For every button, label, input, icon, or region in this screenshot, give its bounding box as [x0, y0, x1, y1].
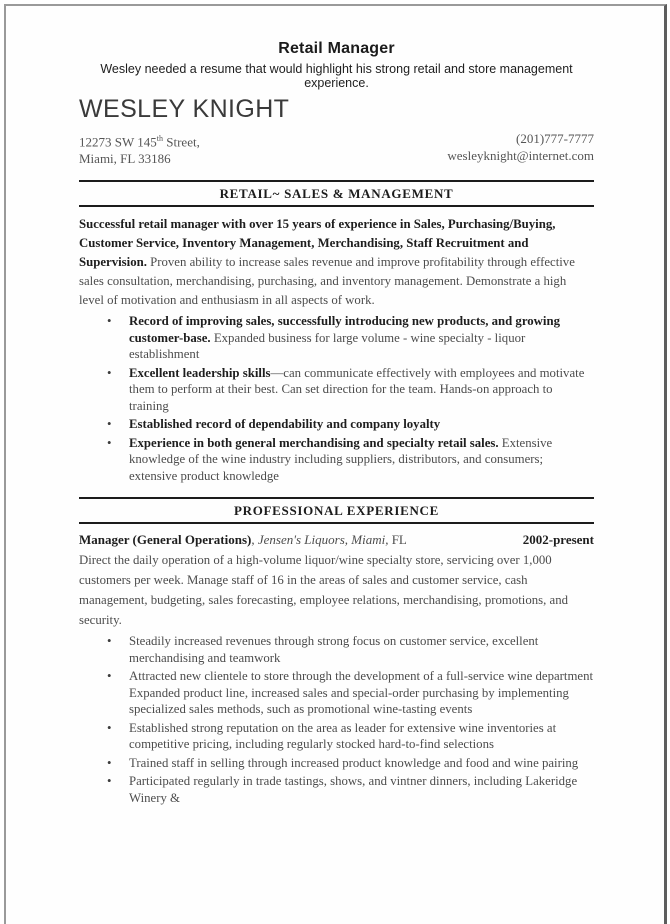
bullet-icon: • — [107, 314, 112, 329]
section-heading-retail-sales-management: RETAIL~ SALES & MANAGEMENT — [79, 180, 594, 207]
job-bullet-list — [79, 633, 594, 806]
bullet-icon: • — [107, 365, 112, 380]
summary-paragraph — [79, 215, 594, 310]
job-separator: , — [251, 532, 258, 548]
bullet-icon: • — [107, 634, 112, 649]
bullet-bold-text: Experience in both general merchandising and specialty retail sales. — [129, 435, 499, 450]
job-location-suffix: FL — [388, 532, 407, 548]
email-address: wesleyknight@internet.com — [447, 148, 594, 163]
job-header — [79, 532, 594, 548]
bullet-icon: • — [107, 417, 112, 432]
job-title: Manager (General Operations) — [79, 532, 252, 548]
bullet-text: Trained staff in selling through increased product knowledge and food and wine pairing — [129, 755, 579, 770]
phone-email-block — [447, 130, 594, 167]
bullet-rest-text: —can communicate effectively with employees and motivate them to perform at their best. Can set direction for the team. Hands-on approach to training — [129, 365, 585, 413]
list-item — [79, 773, 594, 806]
address-street-name: Street, — [163, 134, 200, 150]
bullet-rest-text: Expanded business for large volume - wine specialty - liquor establishment — [129, 330, 526, 362]
list-item — [79, 668, 594, 718]
address-ordinal-suffix: th — [156, 134, 163, 143]
address-line-2: Miami, FL 33186 — [79, 151, 171, 167]
bullet-text: Established strong reputation on the area as leader for extensive wine inventories at competitive pricing, including regularly stocked hard-to-find selections — [129, 720, 557, 752]
bullet-icon: • — [107, 720, 112, 735]
page-subtitle: Wesley needed a resume that would highlight his strong retail and store management experience. — [100, 62, 573, 90]
bullet-text: Attracted new clientele to store through the development of a full-service wine department Expanded product line, increased sales and special-order purchasing by implementing specialized sales methods, such as promotional wine-tasting events — [129, 669, 594, 717]
bullet-icon: • — [107, 435, 112, 450]
page-frame — [4, 4, 667, 924]
summary-intro-bold: Successful retail manager with over 15 years of experience in Sales, Purchasing/Buying, Customer Service, Inventory Management, Merchandising, Staff Recruitment and Supervision. — [79, 217, 556, 270]
summary-bullet-list — [79, 313, 594, 484]
resume-page — [6, 6, 664, 806]
bullet-text: Steadily increased revenues through strong focus on customer service, excellent merchandising and teamwork — [129, 634, 539, 665]
job-company: Jensen's Liquors, Miami, — [257, 532, 389, 548]
bullet-rest-text: Extensive knowledge of the wine industry including suppliers, distributors, and consumers; extensive product knowledge — [129, 435, 553, 483]
address-street-number: 12273 SW 145 — [79, 134, 157, 150]
candidate-name: WESLEY KNIGHT — [79, 95, 290, 123]
job-title-line — [79, 532, 407, 548]
section-heading-professional-experience: PROFESSIONAL EXPERIENCE — [79, 497, 594, 524]
bullet-icon: • — [107, 774, 112, 789]
page-title: Retail Manager — [278, 40, 395, 57]
phone-number: (201)777-7777 — [516, 131, 594, 146]
job-description: Direct the daily operation of a high-volume liquor/wine specialty store, servicing over 1,000 customers per week. Manage staff of 16 in the areas of sales and customer service, cash management, budgeting, sales forecasting, employee relations, merchandising, promotions, and security. — [79, 553, 568, 628]
bullet-bold-text: Established record of dependability and company loyalty — [129, 417, 441, 432]
list-item — [79, 755, 594, 772]
list-item — [79, 416, 594, 433]
bullet-bold-text: Record of improving sales, successfully introducing new products, and growing customer-base. — [129, 314, 560, 345]
address-block — [79, 130, 200, 167]
contact-block — [79, 130, 594, 167]
address-line-1 — [79, 130, 200, 150]
bullet-icon: • — [107, 669, 112, 684]
job-dates: 2002-present — [522, 532, 594, 548]
bullet-icon: • — [107, 755, 112, 770]
list-item — [79, 313, 594, 363]
summary-intro-rest: Proven ability to increase sales revenue and improve profitability through effective sales consultation, merchandising, purchasing, and inventory management. Demonstrate a high level of motivation and enthusiasm in all aspects of work. — [79, 255, 575, 308]
list-item — [79, 633, 594, 666]
list-item — [79, 365, 594, 415]
bullet-bold-text: Excellent leadership skills — [129, 365, 271, 380]
list-item — [79, 720, 594, 753]
list-item — [79, 435, 594, 485]
bullet-text: Participated regularly in trade tastings, shows, and vintner dinners, including Lakeridge Winery & — [129, 774, 578, 805]
